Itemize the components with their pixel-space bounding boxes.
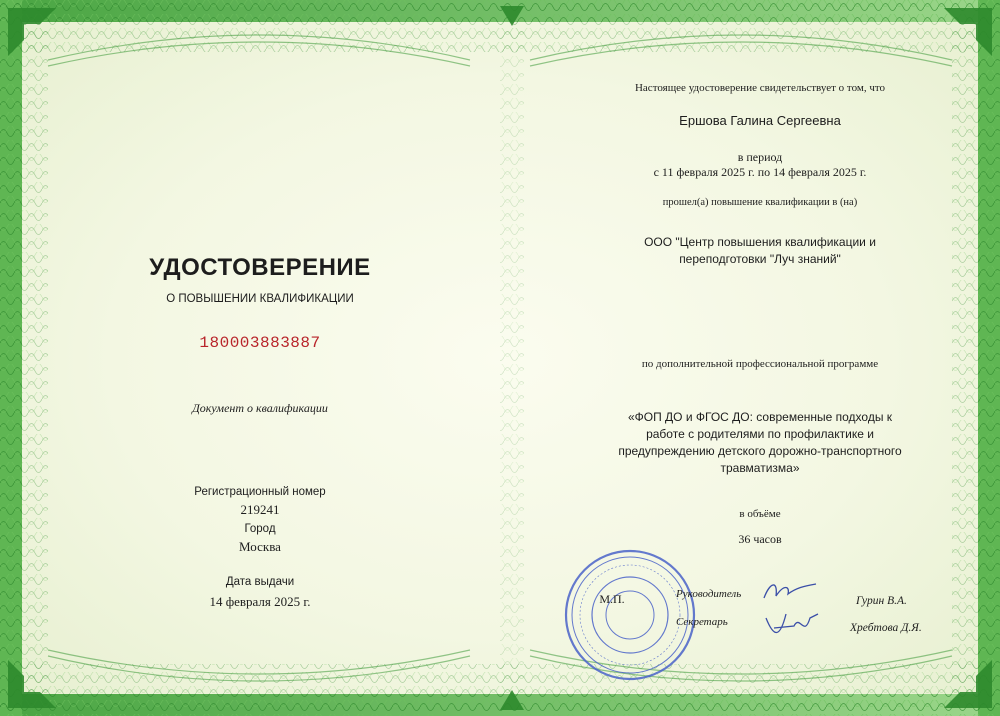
- person-name: Ершова Галина Сергеевна: [679, 113, 841, 128]
- organization-line-2: переподготовки "Луч знаний": [679, 252, 841, 266]
- secretary-name: Хребтова Д.Я.: [850, 622, 922, 634]
- city-value: Москва: [239, 539, 281, 554]
- program-line-3: предупреждению детского дорожно-транспортного: [618, 444, 902, 458]
- issue-date-label: Дата выдачи: [225, 576, 295, 588]
- period-label: в период: [737, 150, 783, 164]
- passed-text: прошел(а) повышение квалификации в (на): [662, 197, 858, 208]
- volume-value: 36 часов: [738, 532, 782, 546]
- reg-number-label: Регистрационный номер: [194, 486, 326, 498]
- intro-text: Настоящее удостоверение свидетельствует о том, что: [634, 82, 886, 94]
- issue-date-value: 14 февраля 2025 г.: [209, 594, 311, 609]
- certificate-number: 180003883887: [199, 334, 321, 352]
- program-line-4: травматизма»: [720, 461, 800, 475]
- period-value: с 11 февраля 2025 г. по 14 февраля 2025 г.: [653, 165, 867, 179]
- seal-place-label: М.П.: [599, 592, 625, 606]
- stamp-seal-icon: [560, 545, 700, 685]
- organization-line-1: ООО "Центр повышения квалификации и: [644, 235, 876, 249]
- secretary-signature-icon: [760, 608, 824, 644]
- reg-number-value: 219241: [240, 502, 280, 517]
- head-signature-icon: [760, 576, 820, 606]
- document-type: Документ о квалификации: [192, 401, 328, 415]
- head-name: Гурин В.А.: [856, 595, 907, 607]
- head-label: Руководитель: [676, 588, 742, 600]
- city-label: Город: [244, 523, 276, 535]
- program-line-1: «ФОП ДО и ФГОС ДО: современные подходы к: [627, 410, 893, 424]
- program-line-2: работе с родителями по профилактике и: [646, 427, 874, 441]
- program-label: по дополнительной профессиональной программе: [641, 358, 879, 370]
- volume-label: в объёме: [739, 508, 781, 520]
- secretary-label: Секретарь: [676, 616, 728, 628]
- certificate-subtitle: О ПОВЫШЕНИИ КВАЛИФИКАЦИИ: [166, 293, 354, 305]
- certificate-title: УДОСТОВЕРЕНИЕ: [149, 254, 371, 281]
